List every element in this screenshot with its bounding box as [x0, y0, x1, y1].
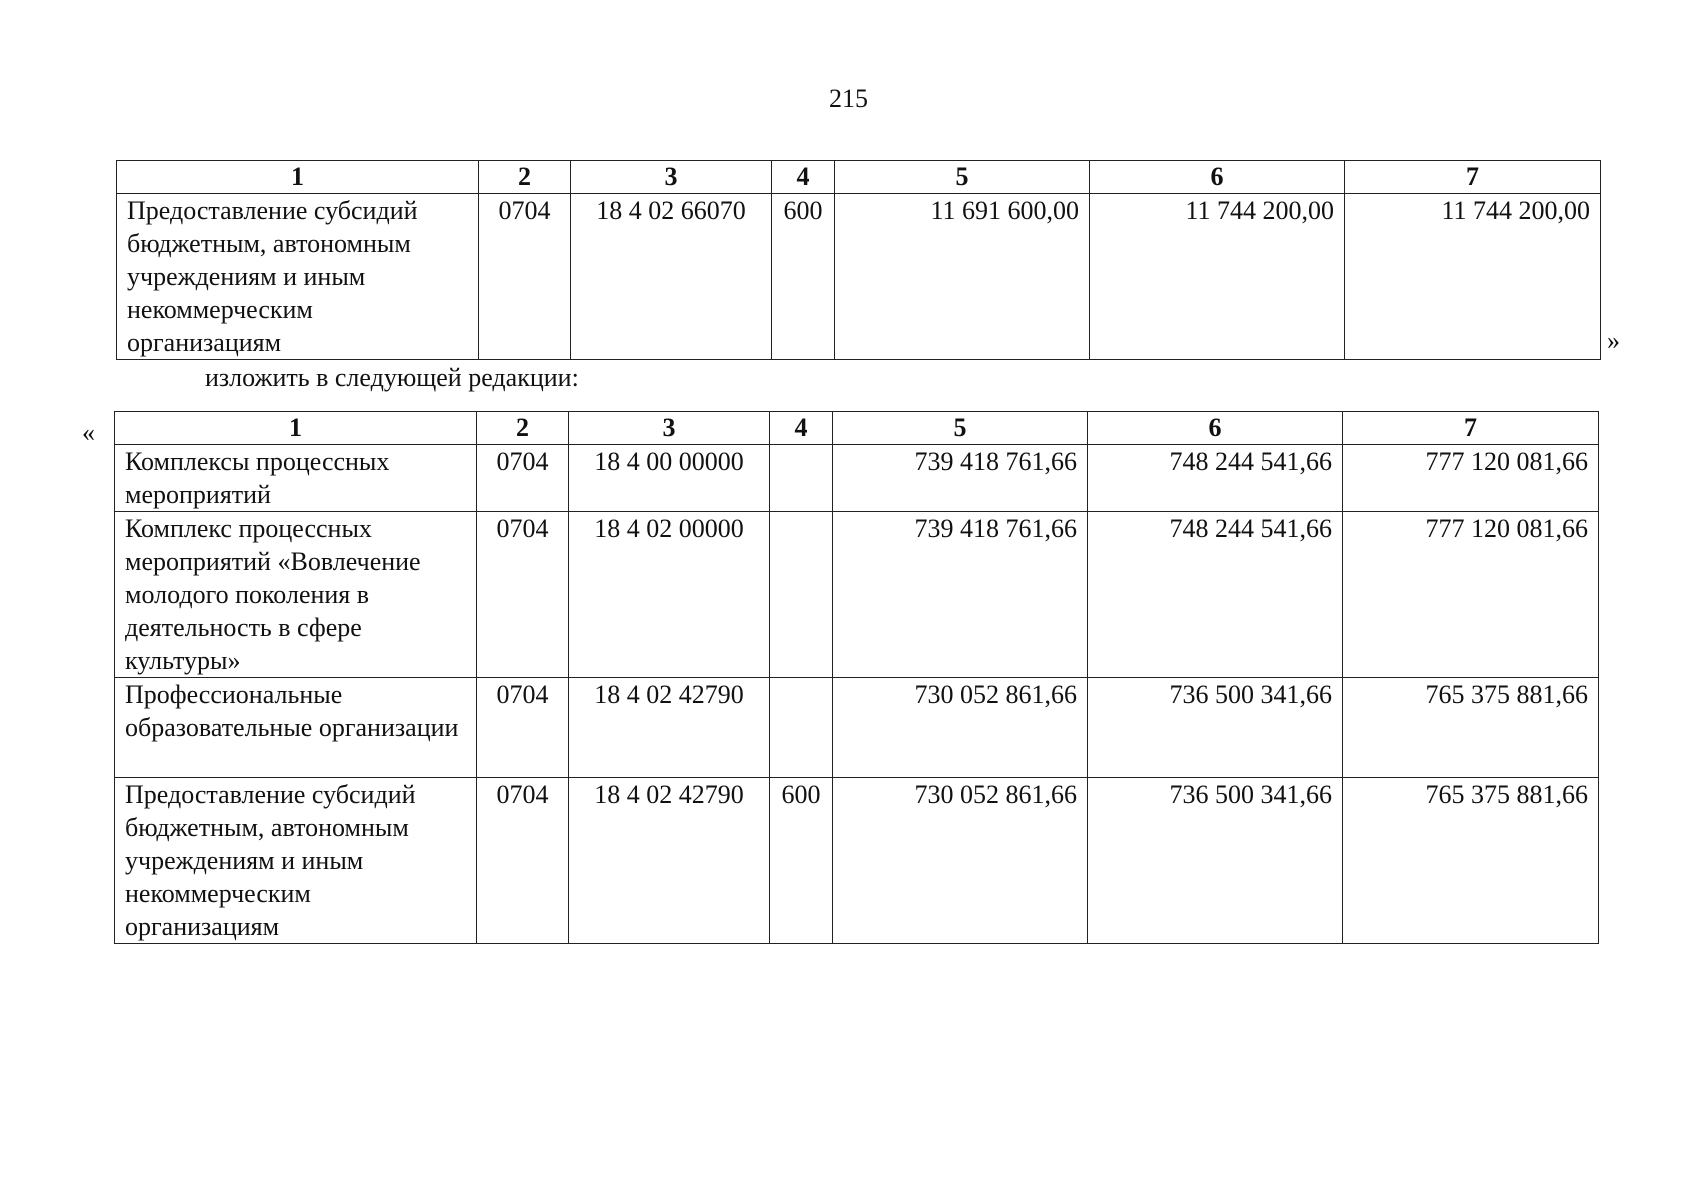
amount-year-2: 736 500 341,66 [1088, 678, 1343, 778]
amount-year-2: 11 744 200,00 [1090, 194, 1345, 360]
column-header: 4 [770, 412, 833, 445]
section-code: 0704 [477, 512, 569, 678]
column-header: 7 [1345, 161, 1601, 194]
table-row [115, 445, 1599, 512]
amount-year-1: 11 691 600,00 [835, 194, 1090, 360]
opening-quote: « [82, 418, 95, 447]
target-article-code: 18 4 00 00000 [569, 445, 770, 512]
column-header: 3 [571, 161, 772, 194]
budget-table-old [116, 160, 1601, 360]
row-name: Предоставление субсидий бюджетным, автономным учреждениям и иным некоммерческим организациям [117, 194, 479, 360]
instruction-text: изложить в следующей редакции: [205, 363, 579, 392]
amount-year-3: 11 744 200,00 [1345, 194, 1601, 360]
section-code: 0704 [479, 194, 571, 360]
target-article-code: 18 4 02 42790 [569, 678, 770, 778]
page-number: 215 [829, 84, 868, 113]
section-code: 0704 [477, 445, 569, 512]
amount-year-2: 748 244 541,66 [1088, 445, 1343, 512]
table-header-row [117, 161, 1601, 194]
section-code: 0704 [477, 778, 569, 944]
column-header: 1 [117, 161, 479, 194]
amount-year-2: 748 244 541,66 [1088, 512, 1343, 678]
row-name: Комплекс процессных мероприятий «Вовлечение молодого поколения в деятельность в сфере культуры» [115, 512, 477, 678]
expense-type-code [770, 445, 833, 512]
column-header: 4 [772, 161, 835, 194]
amount-year-3: 777 120 081,66 [1343, 445, 1599, 512]
row-name: Комплексы процессных мероприятий [115, 445, 477, 512]
amount-year-3: 765 375 881,66 [1343, 678, 1599, 778]
amount-year-1: 739 418 761,66 [833, 512, 1088, 678]
table-row [115, 678, 1599, 778]
expense-type-code: 600 [770, 778, 833, 944]
table-header-row [115, 412, 1599, 445]
target-article-code: 18 4 02 66070 [571, 194, 772, 360]
row-name: Предоставление субсидий бюджетным, автономным учреждениям и иным некоммерческим организациям [115, 778, 477, 944]
column-header: 7 [1343, 412, 1599, 445]
column-header: 3 [569, 412, 770, 445]
closing-quote: » [1607, 326, 1620, 355]
table-row [115, 512, 1599, 678]
budget-table-new [114, 411, 1599, 944]
amount-year-1: 730 052 861,66 [833, 678, 1088, 778]
amount-year-1: 739 418 761,66 [833, 445, 1088, 512]
amount-year-2: 736 500 341,66 [1088, 778, 1343, 944]
target-article-code: 18 4 02 00000 [569, 512, 770, 678]
column-header: 2 [477, 412, 569, 445]
expense-type-code [770, 678, 833, 778]
table-row [117, 194, 1601, 360]
column-header: 5 [833, 412, 1088, 445]
column-header: 2 [479, 161, 571, 194]
column-header: 6 [1088, 412, 1343, 445]
table-row [115, 778, 1599, 944]
column-header: 5 [835, 161, 1090, 194]
amount-year-3: 777 120 081,66 [1343, 512, 1599, 678]
amount-year-3: 765 375 881,66 [1343, 778, 1599, 944]
expense-type-code [770, 512, 833, 678]
column-header: 1 [115, 412, 477, 445]
section-code: 0704 [477, 678, 569, 778]
column-header: 6 [1090, 161, 1345, 194]
row-name: Профессиональные образовательные организации [115, 678, 477, 778]
expense-type-code: 600 [772, 194, 835, 360]
amount-year-1: 730 052 861,66 [833, 778, 1088, 944]
target-article-code: 18 4 02 42790 [569, 778, 770, 944]
